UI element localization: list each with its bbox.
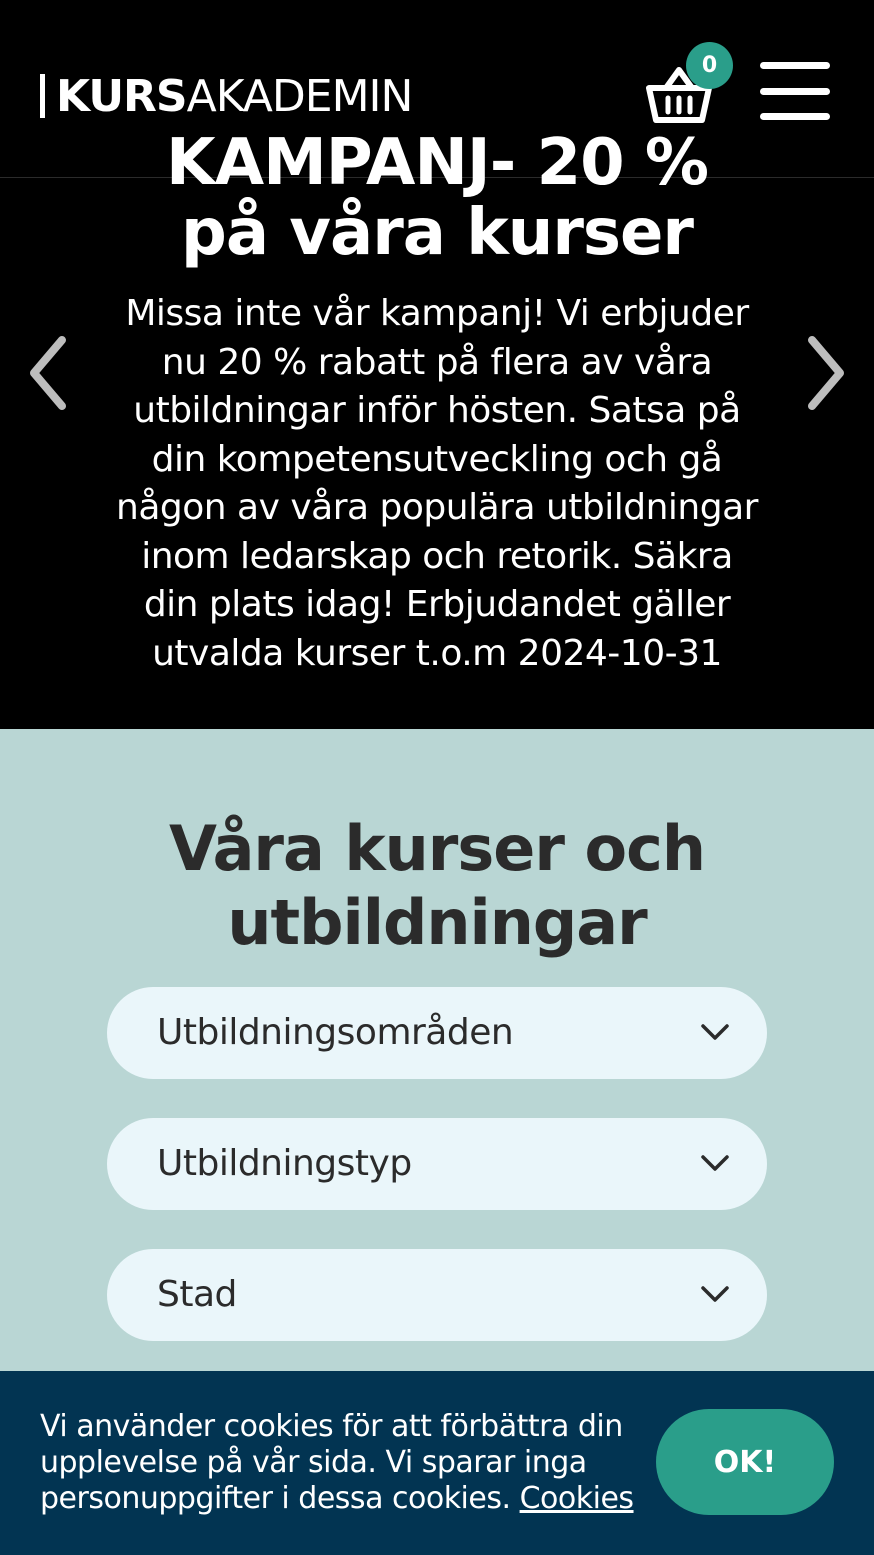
- cookie-message: [40, 1409, 650, 1517]
- hero-title: [60, 128, 814, 268]
- cookie-banner: [0, 1371, 874, 1555]
- hamburger-menu-button[interactable]: [760, 62, 830, 122]
- menu-line: [760, 62, 830, 69]
- filter-label: Utbildningsområden: [157, 1012, 514, 1053]
- menu-line: [760, 113, 830, 120]
- cookies-link[interactable]: Cookies: [519, 1481, 634, 1516]
- site-logo[interactable]: [40, 68, 412, 124]
- hero-title-line2: på våra kurser: [181, 196, 693, 270]
- chevron-right-icon: [796, 328, 856, 418]
- cart-count-badge: 0: [686, 42, 733, 89]
- courses-section: [0, 729, 874, 1371]
- chevron-down-icon: [700, 1283, 730, 1305]
- logo-text-light: AKADEMIN: [186, 70, 413, 122]
- chevron-left-icon: [18, 328, 78, 418]
- menu-line: [760, 88, 830, 95]
- carousel-prev-button[interactable]: [18, 328, 78, 418]
- filter-label: Stad: [157, 1274, 237, 1315]
- courses-title: Våra kurser och utbildningar: [169, 812, 705, 959]
- chevron-down-icon: [700, 1021, 730, 1043]
- filter-utbildningstyp[interactable]: [107, 1118, 767, 1210]
- hero-description: Missa inte vår kampanj! Vi erbjuder nu 20 % rabatt på flera av våra utbildningar inför hösten. Satsa på din kompetensutveckling och gå någon av våra populära utbildningar inom ledarskap och retorik. Säkra din plats idag! Erbjudandet gäller utvalda kurser t.o.m 2024-10-31: [116, 293, 758, 674]
- cookie-ok-button[interactable]: OK!: [656, 1409, 834, 1515]
- filter-utbildningsomraden[interactable]: [107, 987, 767, 1079]
- filter-label: Utbildningstyp: [157, 1143, 412, 1184]
- chevron-down-icon: [700, 1152, 730, 1174]
- logo-bar: [40, 74, 45, 118]
- cookie-text: Vi använder cookies för att förbättra din upplevelse på vår sida. Vi sparar inga personuppgifter i dessa cookies.: [40, 1409, 623, 1516]
- hero-title-line1: KAMPANJ- 20 %: [165, 126, 709, 200]
- filter-stad[interactable]: [107, 1249, 767, 1341]
- logo-text-bold: KURS: [56, 70, 187, 122]
- carousel-next-button[interactable]: [796, 328, 856, 418]
- campaign-hero: [0, 126, 874, 729]
